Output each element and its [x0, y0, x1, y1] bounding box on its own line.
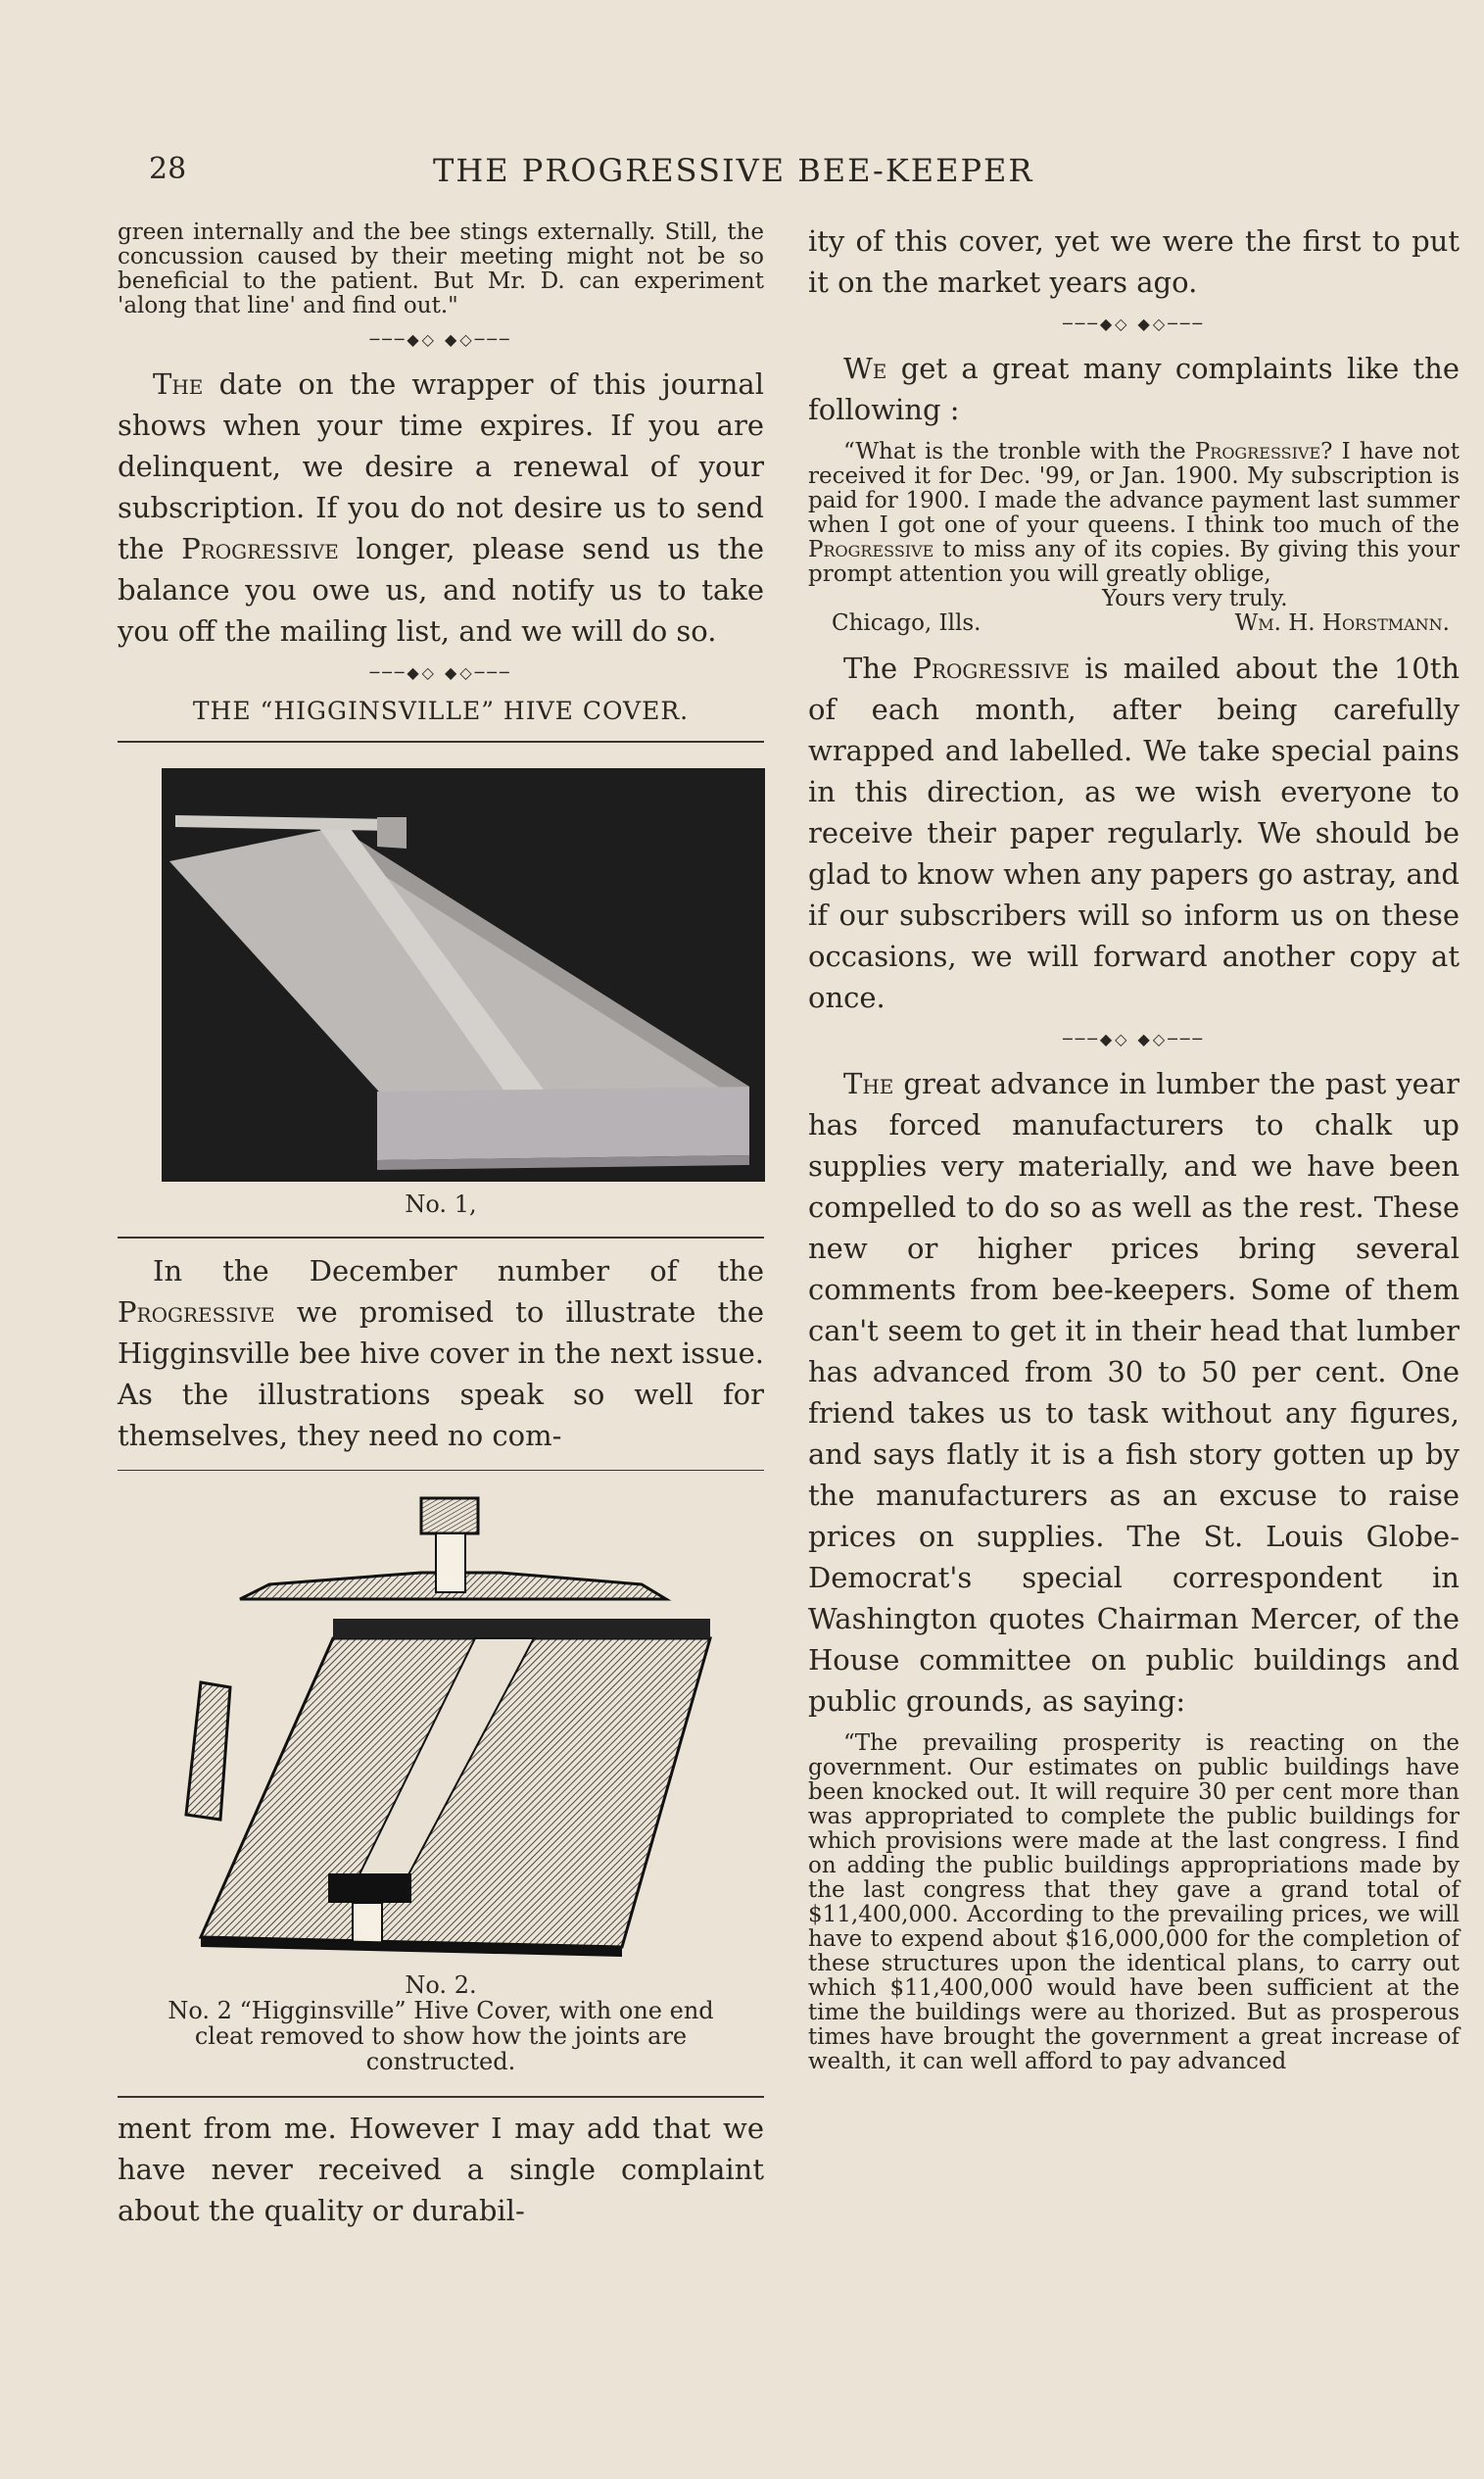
ornament-divider: ───◆◇ ◆◇─── [1062, 1030, 1206, 1048]
divider-rule [118, 1470, 764, 1471]
hive-cover-diagram [162, 1486, 749, 1967]
figure1-caption: No. 1, [405, 1191, 477, 1218]
page-number: 28 [149, 152, 187, 186]
page-header [118, 152, 1469, 201]
ornament-divider: ───◆◇ ◆◇─── [1062, 315, 1206, 333]
divider-rule [118, 2096, 764, 2098]
divider-rule [118, 1237, 764, 1239]
letter-city: Chicago, Ills. [832, 610, 981, 636]
hive-cover-photo-illustration [162, 768, 765, 1182]
hive-cover-diagram-illustration [162, 1486, 749, 1967]
ornament-divider: ───◆◇ ◆◇─── [369, 663, 512, 682]
right-continuation: ity of this cover, yet we were the first to put it on the market years ago. [808, 224, 1460, 299]
letter-signature: Wm. H. Horstmann. [1234, 610, 1450, 636]
continued-quote: green internally and the bee stings externally. Still, the concussion caused by their meeting might not be so beneficial to the patient. But Mr. D. can experiment 'along that line' and find out." [118, 219, 764, 318]
left-column [118, 220, 764, 2231]
figure2-caption-title: No. 2. [405, 1971, 477, 1999]
renewal-paragraph: The date on the wrapper of this journal shows when your time expires. If you are delinquent, we desire a renewal of your subscription. If you do not desire us to send the Progressive longer, please send us the balance you owe us, and notify us to take you off the mailing list, and we will do so. [118, 367, 765, 648]
reader-letter: “What is the tronble with the Progressive? I have not received it for Dec. '99, or Jan. 1900. My subscription is paid for 1900. I made the advance payment last summer when I got one of your queens. I think too much of the Progressive to miss any of its copies. By giving this your prompt attention you will greatly oblige, [808, 439, 1460, 587]
letter-closing: Yours very truly. [1102, 586, 1288, 611]
complaints-intro: We get a great many complaints like the following : [808, 352, 1460, 426]
running-title: THE PROGRESSIVE BEE-KEEPER [433, 152, 1034, 189]
letter-signature-line [808, 611, 1460, 636]
ornament-divider: ───◆◇ ◆◇─── [369, 330, 512, 349]
hive-cover-photo [162, 768, 765, 1182]
left-continuation: ment from me. However I may add that we have never received a single complaint about the quality or durabil- [118, 2112, 764, 2227]
right-column [808, 220, 1460, 2074]
mercer-quote: “The prevailing prosperity is reacting on the government. Our estimates on public buildings have been knocked out. It will require 30 per cent more than was appropriated to complete the public buildings for which provisions were made at the last congress. I find on adding the public buildings appropriations made by the last congress that they gave a grand total of $11,400,000. According to the prevailing prices, we will have to expend about $16,000,000 for the completion of these structures upon the identical plans, to carry out which $11,400,000 would have been sufficient at the time the buildings were au thorized. But as prosperous times have brought the government a great increase of wealth, it can well afford to pay advanced [808, 1730, 1460, 2074]
mailing-paragraph: The Progressive is mailed about the 10th of each month, after being carefully wrapped and labelled. We take special pains in this direction, as we wish everyone to receive their paper regularly. We should be glad to know when any papers go astray, and if our subscribers will so inform us on these occasions, we will forward another copy at once. [808, 652, 1460, 1014]
intro-paragraph: In the December number of the Progressive we promised to illustrate the Higginsville bee hive cover in the next issue. As the illustrations speak so well for themselves, they need no com- [118, 1254, 764, 1452]
section-heading: THE “HIGGINSVILLE” HIVE COVER. [192, 697, 690, 725]
divider-rule [118, 741, 764, 743]
lumber-paragraph: The great advance in lumber the past year has forced manufacturers to chalk up supplies very materially, and we have been compelled to do so as well as the rest. These new or higher prices bring several comments from bee-keepers. Some of them can't seem to get it in their head that lumber has advanced from 30 to 50 per cent. One friend takes us to task without any figures, and says flatly it is a fish story gotten up by the manufacturers as an excuse to raise prices on supplies. The St. Louis Globe-Democrat's special correspondent in Washington quotes Chairman Mercer, of the House committee on public buildings and public grounds, as saying: [808, 1067, 1460, 1718]
figure2-caption-text: No. 2 “Higginsville” Hive Cover, with one end cleat removed to show how the joints are constructed. [168, 1997, 714, 2075]
